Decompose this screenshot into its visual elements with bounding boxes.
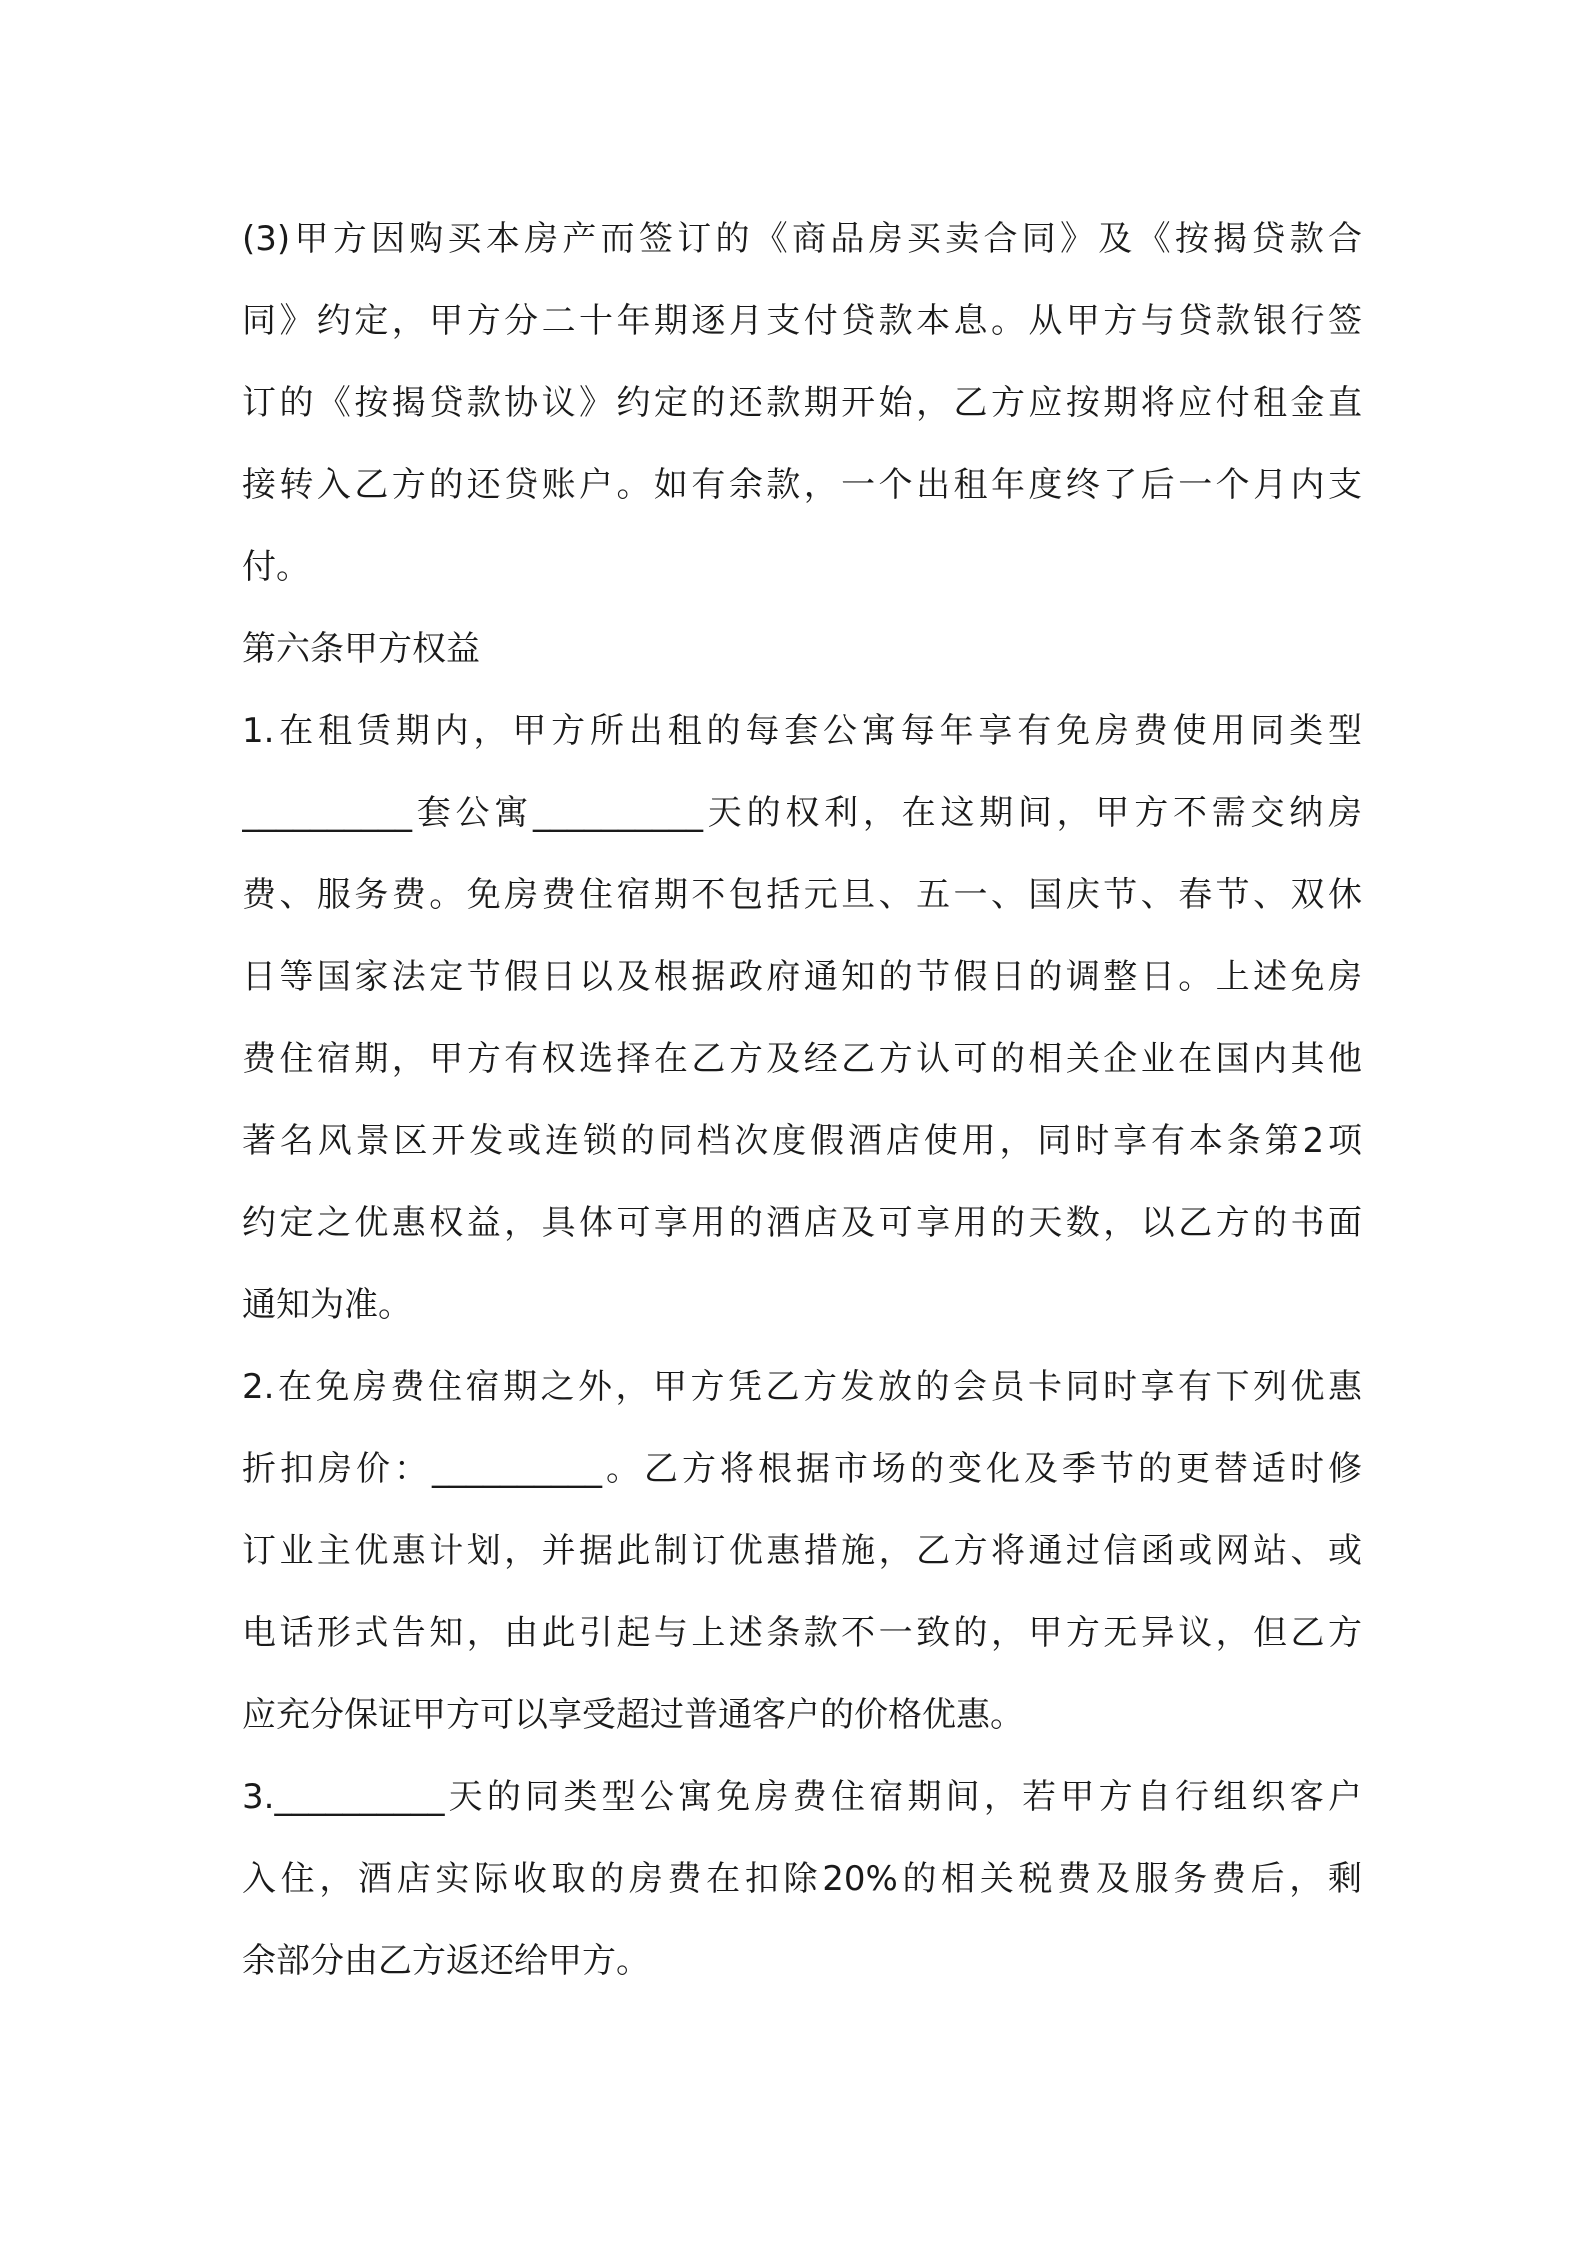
document-body bbox=[242, 198, 1362, 2002]
section-heading: 第六条甲方权益 bbox=[242, 629, 480, 669]
text-line: 1.在租赁期内，甲方所出租的每套公寓每年享有免房费使用同类型 bbox=[242, 711, 1362, 751]
text-line: 订的《按揭贷款协议》约定的还款期开始，乙方应按期将应付租金直 bbox=[242, 383, 1362, 423]
text-line: 著名风景区开发或连锁的同档次度假酒店使用，同时享有本条第2项 bbox=[242, 1121, 1362, 1161]
text-line: 费住宿期，甲方有权选择在乙方及经乙方认可的相关企业在国内其他 bbox=[242, 1039, 1362, 1079]
text-line: 接转入乙方的还贷账户。如有余款，一个出租年度终了后一个月内支 bbox=[242, 465, 1362, 505]
text-line: 余部分由乙方返还给甲方。 bbox=[242, 1941, 650, 1981]
text-line: 电话形式告知，由此引起与上述条款不一致的，甲方无异议，但乙方 bbox=[242, 1613, 1362, 1653]
text-line: 通知为准。 bbox=[242, 1285, 412, 1325]
text-line: 入住，酒店实际收取的房费在扣除20%的相关税费及服务费后，剩 bbox=[242, 1859, 1362, 1899]
text-line: (3)甲方因购买本房产而签订的《商品房买卖合同》及《按揭贷款合 bbox=[242, 219, 1362, 259]
text-line: 费、服务费。免房费住宿期不包括元旦、五一、国庆节、春节、双休 bbox=[242, 875, 1362, 915]
text-line: 应充分保证甲方可以享受超过普通客户的价格优惠。 bbox=[242, 1695, 1024, 1735]
text-line: 日等国家法定节假日以及根据政府通知的节假日的调整日。上述免房 bbox=[242, 957, 1362, 997]
text-line: 2.在免房费住宿期之外，甲方凭乙方发放的会员卡同时享有下列优惠 bbox=[242, 1367, 1362, 1407]
text-line: 约定之优惠权益，具体可享用的酒店及可享用的天数，以乙方的书面 bbox=[242, 1203, 1362, 1243]
text-line: 3.__________天的同类型公寓免房费住宿期间，若甲方自行组织客户 bbox=[242, 1777, 1362, 1817]
text-line: 订业主优惠计划，并据此制订优惠措施，乙方将通过信函或网站、或 bbox=[242, 1531, 1362, 1571]
text-line: 同》约定，甲方分二十年期逐月支付贷款本息。从甲方与贷款银行签 bbox=[242, 301, 1362, 341]
text-line: __________套公寓__________天的权利，在这期间，甲方不需交纳房 bbox=[242, 793, 1362, 833]
text-line: 付。 bbox=[242, 547, 310, 587]
text-line: 折扣房价：__________。乙方将根据市场的变化及季节的更替适时修 bbox=[242, 1449, 1362, 1489]
